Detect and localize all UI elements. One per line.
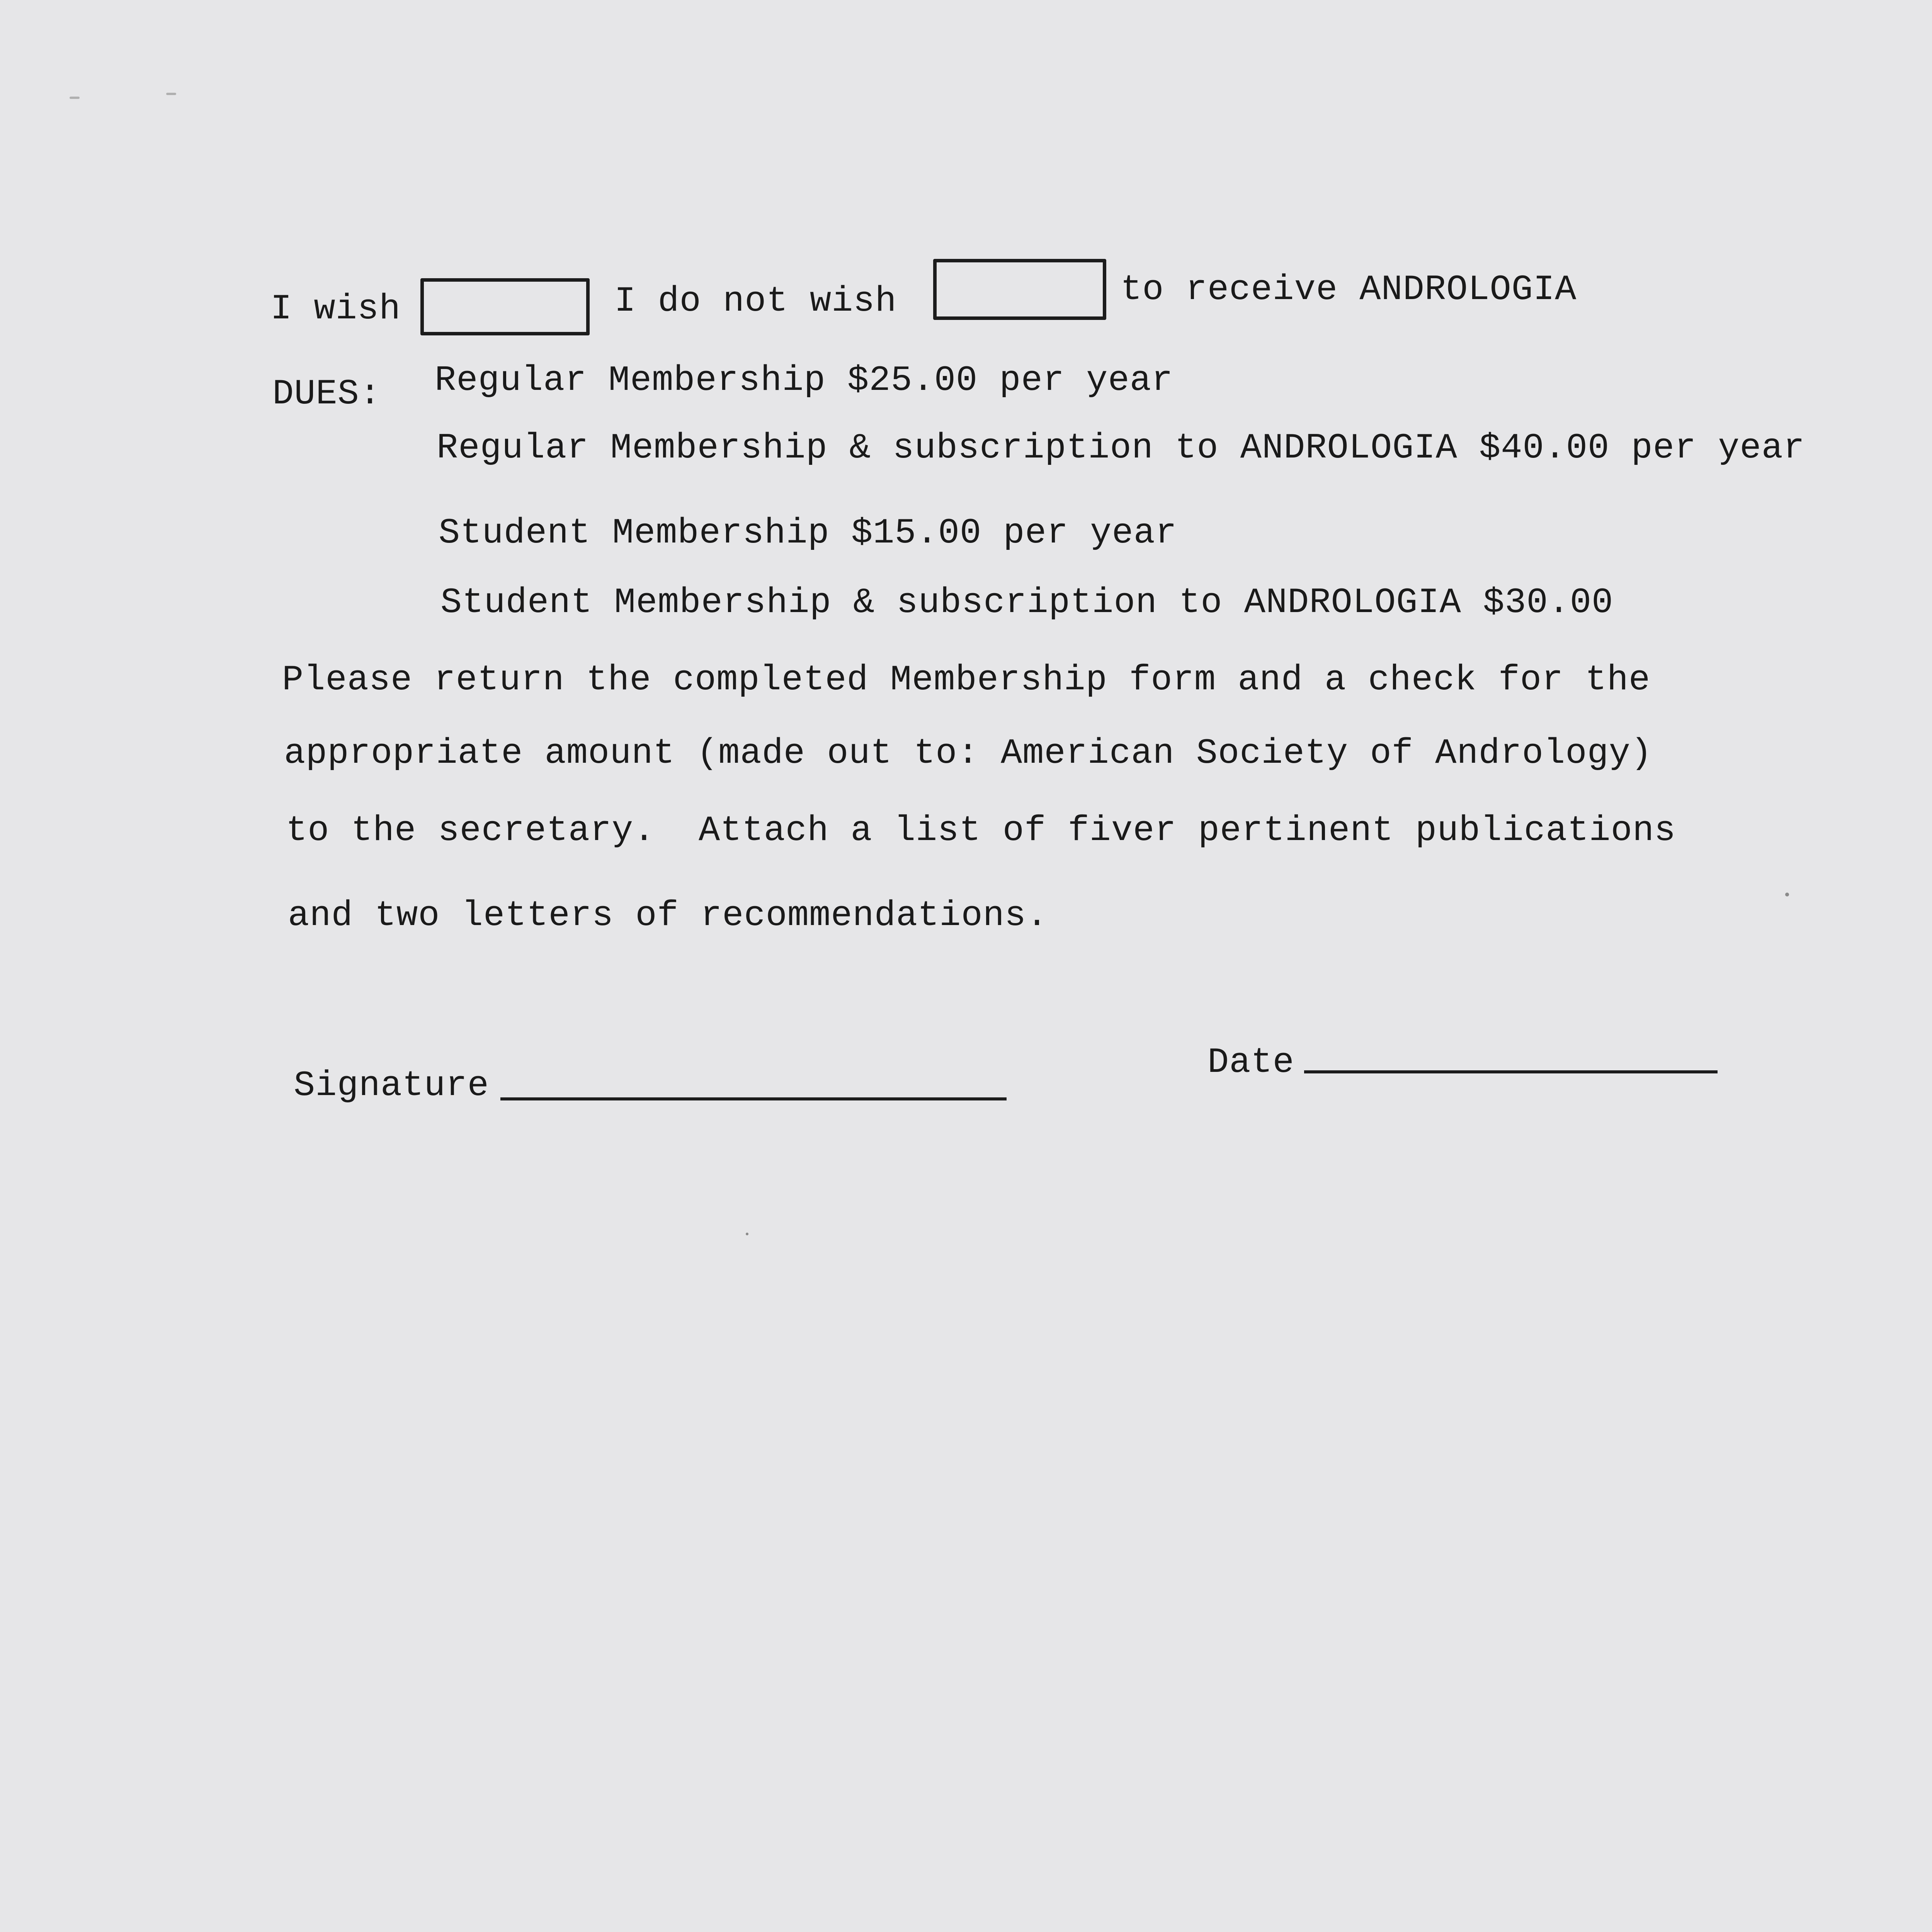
- i-wish-checkbox[interactable]: [420, 278, 590, 335]
- dues-item: Regular Membership $25.00 per year: [435, 360, 1173, 401]
- instructions-line: to the secretary. Attach a list of fiver pertinent publications: [286, 810, 1676, 851]
- to-receive-andrologia-label: to receive ANDROLOGIA: [1121, 269, 1577, 310]
- date-line[interactable]: [1304, 1070, 1718, 1073]
- scan-speck: [70, 97, 80, 99]
- scan-speck: [746, 1233, 748, 1235]
- date-label: Date: [1208, 1042, 1294, 1083]
- i-do-not-wish-label: I do not wish: [614, 281, 897, 321]
- i-do-not-wish-checkbox[interactable]: [933, 259, 1106, 320]
- signature-line[interactable]: [500, 1097, 1007, 1100]
- scan-speck: [1785, 893, 1789, 896]
- scan-speck: [166, 93, 176, 95]
- instructions-line: appropriate amount (made out to: American Society of Andrology): [284, 733, 1653, 774]
- instructions-line: and two letters of recommendations.: [288, 895, 1048, 936]
- signature-label: Signature: [294, 1065, 489, 1106]
- dues-label: DUES:: [272, 374, 381, 414]
- dues-item: Student Membership & subscription to ANDROLOGIA $30.00: [440, 582, 1614, 623]
- i-wish-label: I wish: [270, 289, 401, 329]
- dues-item: Regular Membership & subscription to ANDROLOGIA $40.00 per year: [437, 428, 1805, 468]
- instructions-line: Please return the completed Membership form and a check for the: [282, 660, 1651, 700]
- dues-item: Student Membership $15.00 per year: [439, 513, 1177, 553]
